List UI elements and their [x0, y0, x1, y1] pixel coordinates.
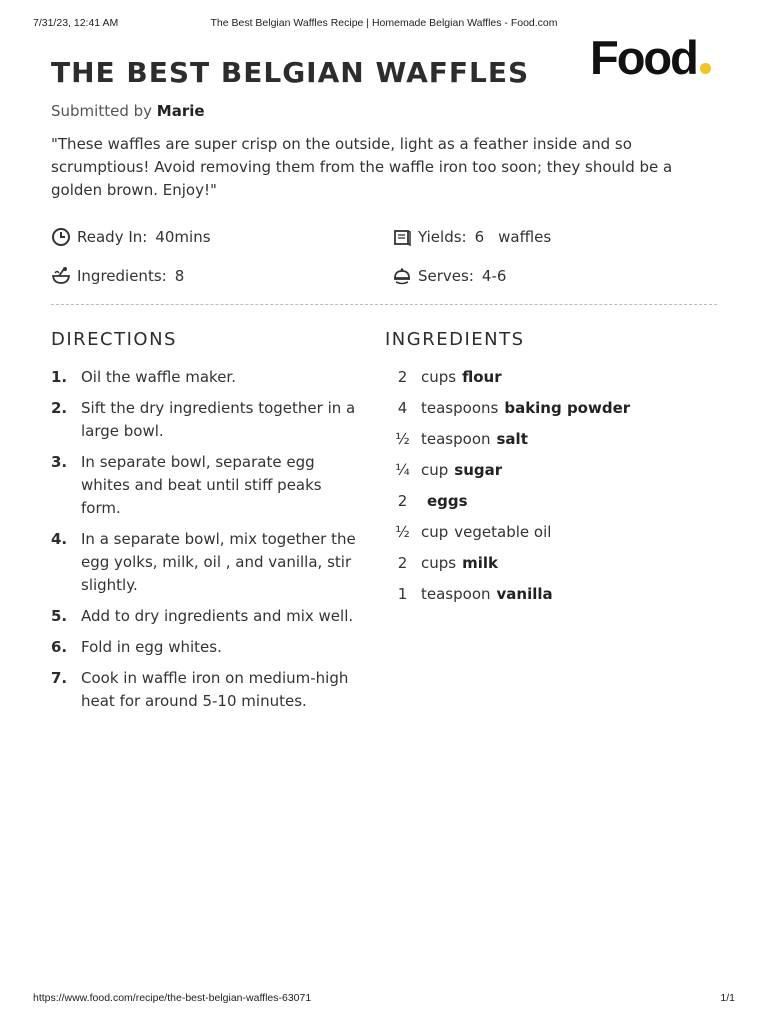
step-number: 5.: [51, 607, 68, 625]
ingredient-qty: ½: [395, 430, 410, 448]
step-number: 7.: [51, 669, 68, 687]
direction-step: [51, 451, 366, 520]
directions-heading: DIRECTIONS: [51, 329, 177, 350]
step-number: 6.: [51, 638, 68, 656]
ingredient-item: [384, 521, 734, 544]
ingredient-qty: 2: [397, 368, 408, 386]
print-date: 7/31/23, 12:41 AM: [33, 17, 119, 29]
submitted-prefix: Submitted by: [51, 102, 153, 120]
ingredient-name-link[interactable]: milk: [462, 554, 498, 572]
step-number: 2.: [51, 399, 68, 417]
ingredient-qty: 2: [397, 492, 408, 510]
clock-icon: [51, 227, 71, 247]
serving-dish-icon: [392, 266, 412, 286]
page-count: 1/1: [720, 992, 735, 1004]
ingredient-item: [384, 366, 734, 389]
step-text: Oil the waffle maker.: [81, 368, 236, 386]
fact-unit: waffles: [498, 228, 552, 246]
ingredient-item: [384, 583, 734, 606]
ingredient-qty: 2: [397, 554, 408, 572]
mortar-icon: [51, 266, 71, 286]
ingredients-heading: INGREDIENTS: [385, 329, 525, 350]
fact-value: 8: [174, 267, 185, 285]
fact-value: 40mins: [155, 228, 211, 246]
ingredient-unit: teaspoons: [421, 399, 499, 417]
step-text: In a separate bowl, mix together the egg yolks, milk, oil , and vanilla, stir slightly.: [81, 530, 356, 594]
ingredient-item: [384, 397, 734, 420]
ingredient-unit: teaspoon: [421, 430, 491, 448]
ingredient-name-link[interactable]: flour: [462, 368, 502, 386]
ingredient-name-link[interactable]: salt: [496, 430, 528, 448]
fact-ready-in: [51, 227, 211, 247]
ingredient-qty: ½: [395, 523, 410, 541]
step-text: Fold in egg whites.: [81, 638, 222, 656]
fact-ingredients: [51, 266, 184, 286]
ingredient-item: [384, 459, 734, 482]
step-number: 3.: [51, 453, 68, 471]
logo-text: Food: [590, 31, 697, 84]
ingredient-qty: 4: [397, 399, 408, 417]
book-icon: [392, 227, 412, 247]
ingredient-qty: ¼: [395, 461, 410, 479]
food-logo[interactable]: [590, 31, 711, 84]
step-text: Add to dry ingredients and mix well.: [81, 607, 354, 625]
ingredient-unit: teaspoon: [421, 585, 491, 603]
fact-value: 6: [474, 228, 485, 246]
ingredient-item: [384, 428, 734, 451]
step-number: 4.: [51, 530, 68, 548]
ingredients-list: [384, 366, 734, 614]
ingredient-name-link[interactable]: eggs: [427, 492, 468, 510]
direction-step: [51, 397, 366, 443]
logo-dot-icon: [700, 63, 711, 74]
ingredient-unit: cups: [421, 554, 457, 572]
ingredient-name-link[interactable]: vanilla: [496, 585, 553, 603]
ingredient-item: [384, 490, 734, 513]
directions-list: [51, 366, 366, 721]
direction-step: [51, 366, 366, 389]
section-divider: [51, 304, 717, 305]
author-link[interactable]: Marie: [156, 102, 205, 120]
ingredient-unit: cups: [421, 368, 457, 386]
ingredient-name-link[interactable]: baking powder: [504, 399, 631, 417]
ingredient-rest: vegetable oil: [454, 523, 552, 541]
print-page-title: The Best Belgian Waffles Recipe | Homemade Belgian Waffles - Food.com: [210, 17, 558, 29]
direction-step: [51, 605, 366, 628]
fact-value: 4-6: [481, 267, 507, 285]
step-text: Cook in waffle iron on medium-high heat for around 5-10 minutes.: [81, 669, 349, 710]
ingredient-qty: 1: [397, 585, 408, 603]
step-number: 1.: [51, 368, 68, 386]
ingredient-item: [384, 552, 734, 575]
fact-serves: [392, 266, 506, 286]
ingredient-unit: cup: [421, 523, 449, 541]
direction-step: [51, 636, 366, 659]
direction-step: [51, 528, 366, 597]
step-text: Sift the dry ingredients together in a large bowl.: [81, 399, 356, 440]
fact-label: Ready In:: [77, 228, 148, 246]
submitted-by: [51, 102, 205, 120]
ingredient-name-link[interactable]: sugar: [454, 461, 503, 479]
step-text: In separate bowl, separate egg whites and beat until stiff peaks form.: [81, 453, 322, 517]
ingredient-unit: cup: [421, 461, 449, 479]
recipe-title: THE BEST BELGIAN WAFFLES: [51, 56, 530, 89]
direction-step: [51, 667, 366, 713]
fact-label: Serves:: [418, 267, 474, 285]
fact-yields: [392, 227, 551, 247]
fact-label: Yields:: [418, 228, 467, 246]
fact-label: Ingredients:: [77, 267, 167, 285]
print-url: https://www.food.com/recipe/the-best-belgian-waffles-63071: [33, 992, 312, 1004]
recipe-description: "These waffles are super crisp on the outside, light as a feather inside and so scrumptious! Avoid removing them from the waffle iron too soon; they should be a golden brown. Enjoy!": [51, 135, 673, 199]
